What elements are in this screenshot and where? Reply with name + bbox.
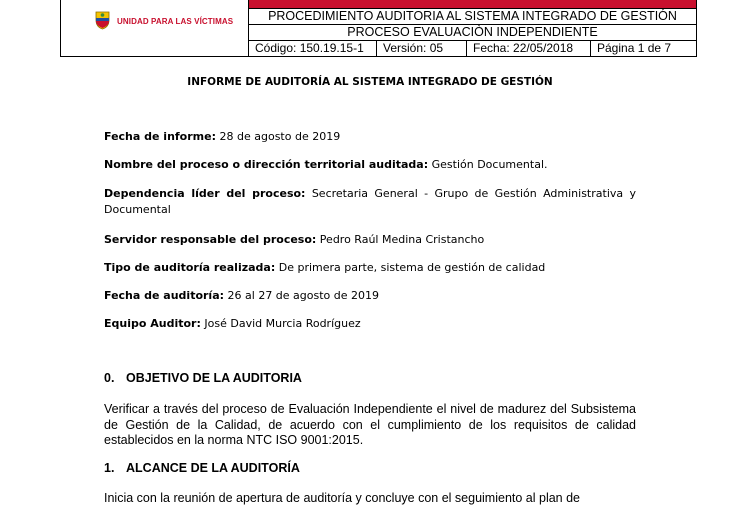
section-number: 1. [104, 461, 115, 475]
section-text-scope: Inicia con la reunión de apertura de auditoría y concluye con el seguimiento al plan de [104, 491, 581, 505]
field-label: Fecha de informe: [104, 130, 216, 143]
field-value: Secretaria General - Grupo de Gestión Administrativa y Documental [104, 187, 637, 216]
section-heading-scope [104, 461, 300, 475]
field-value: 28 de agosto de 2019 [216, 130, 341, 143]
section-heading-objective [104, 371, 302, 385]
field-label: Tipo de auditoría realizada: [104, 261, 276, 274]
header-accent-bar [249, 0, 696, 8]
field-responsible-officer [104, 232, 636, 248]
field-label: Equipo Auditor: [104, 317, 201, 330]
field-report-date [104, 129, 636, 145]
page-number: Página 1 de 7 [597, 41, 672, 55]
field-process-name [104, 157, 636, 173]
field-label: Fecha de auditoría: [104, 289, 225, 302]
logo-cell [61, 0, 249, 56]
report-title: INFORME DE AUDITORÍA AL SISTEMA INTEGRADO DE GESTIÓN [187, 76, 553, 88]
coat-of-arms-icon [94, 10, 111, 30]
field-audit-date [104, 288, 636, 304]
document-header [60, 0, 697, 57]
document-meta-row [249, 40, 696, 56]
field-label: Servidor responsable del proceso: [104, 233, 317, 246]
field-value: Pedro Raúl Medina Cristancho [316, 233, 485, 246]
field-audit-team [104, 316, 636, 332]
document-version: Versión: 05 [377, 41, 467, 56]
document-code: Código: 150.19.15-1 [249, 41, 377, 56]
document-date: Fecha: 22/05/2018 [467, 41, 591, 56]
section-title: OBJETIVO DE LA AUDITORIA [126, 371, 302, 385]
field-value: De primera parte, sistema de gestión de calidad [275, 261, 546, 274]
field-value: 26 al 27 de agosto de 2019 [224, 289, 380, 302]
field-value: José David Murcia Rodríguez [200, 317, 361, 330]
field-lead-dependency [104, 186, 636, 218]
section-text-objective: Verificar a través del proceso de Evaluación Independiente el nivel de madurez del Subsistema de Gestión de la Calidad, de acuerdo con el cumplimiento de los requisitos de calidad establecidos en la norma NTC ISO 9001:2015. [104, 402, 636, 447]
field-audit-type [104, 260, 636, 276]
section-number: 0. [104, 371, 115, 385]
procedure-title: PROCEDIMIENTO AUDITORIA AL SISTEMA INTEGRADO DE GESTIÓN [249, 8, 696, 24]
section-title: ALCANCE DE LA AUDITORÍA [126, 461, 300, 475]
process-title: PROCESO EVALUACIÒN INDEPENDIENTE [249, 24, 696, 40]
field-label: Dependencia líder del proceso: [104, 187, 306, 200]
field-value: Gestión Documental. [428, 158, 548, 171]
logo-text: UNIDAD PARA LAS VÍCTIMAS [117, 17, 234, 26]
field-label: Nombre del proceso o dirección territorial auditada: [104, 158, 429, 171]
